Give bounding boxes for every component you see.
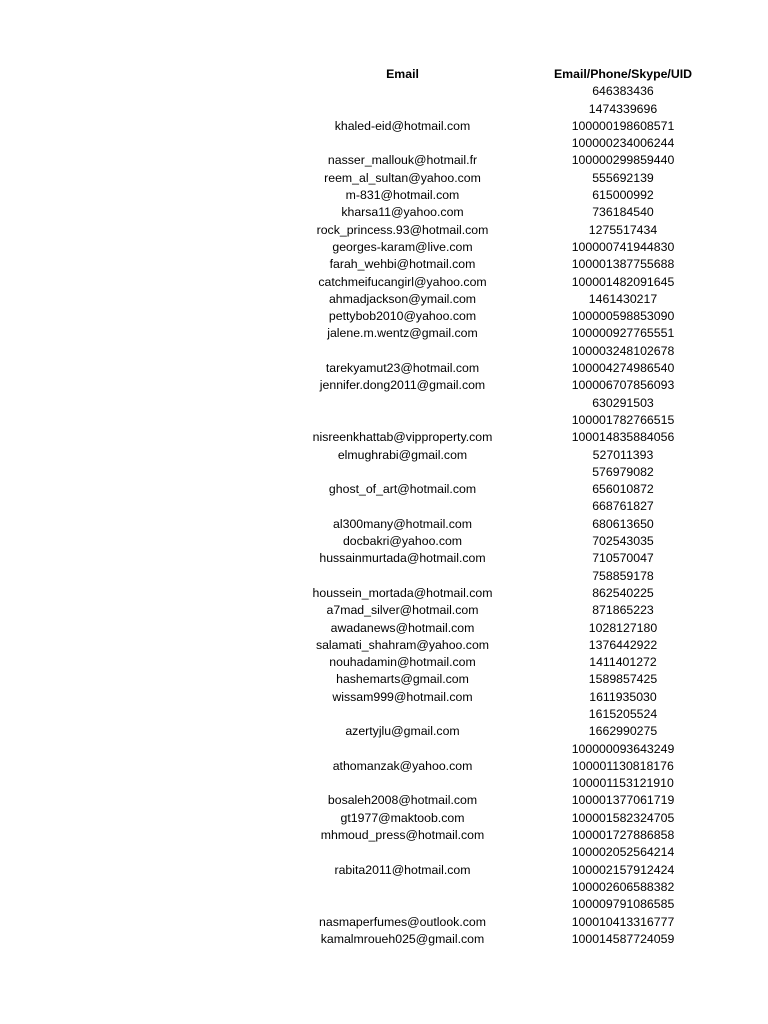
email-cell	[290, 135, 515, 152]
uid-cell: 100006707856093	[571, 378, 675, 393]
table-row	[290, 395, 731, 412]
table-row	[290, 256, 731, 273]
email-cell: elmughrabi@gmail.com	[337, 447, 468, 462]
table-row	[290, 706, 731, 723]
table-row	[290, 827, 731, 844]
uid-cell: 1461430217	[588, 291, 658, 306]
uid-cell: 100014587724059	[571, 931, 675, 946]
uid-cell: 100004274986540	[571, 361, 675, 376]
uid-cell: 1275517434	[588, 222, 658, 237]
email-cell: kamalmroueh025@gmail.com	[320, 931, 485, 946]
uid-cell: 646383436	[592, 84, 654, 99]
email-cell: tarekyamut23@hotmail.com	[325, 361, 480, 376]
email-cell: houssein_mortada@hotmail.com	[312, 585, 493, 600]
email-cell: reem_al_sultan@yahoo.com	[324, 170, 481, 185]
email-cell	[290, 706, 515, 723]
email-cell: jalene.m.wentz@gmail.com	[327, 326, 478, 341]
table-row	[290, 533, 731, 550]
uid-cell: 100014835884056	[571, 430, 675, 445]
email-cell	[290, 896, 515, 913]
email-cell: georges-karam@live.com	[332, 239, 473, 254]
table-row	[290, 810, 731, 827]
email-cell: al300many@hotmail.com	[333, 516, 472, 531]
email-cell	[290, 395, 515, 412]
table-row	[290, 498, 731, 515]
email-cell	[290, 101, 515, 118]
table-row	[290, 914, 731, 931]
uid-cell: 680613650	[592, 516, 654, 531]
email-cell: rabita2011@hotmail.com	[334, 862, 471, 877]
table-row	[290, 862, 731, 879]
email-cell: rock_princess.93@hotmail.com	[316, 222, 489, 237]
table-row	[290, 689, 731, 706]
table-row	[290, 204, 731, 221]
email-cell: salamati_shahram@yahoo.com	[315, 637, 490, 652]
uid-cell: 100001387755688	[571, 257, 675, 272]
email-cell	[290, 343, 515, 360]
uid-cell: 1028127180	[588, 620, 658, 635]
uid-cell: 1411401272	[589, 655, 657, 670]
table-row	[290, 637, 731, 654]
email-cell	[290, 412, 515, 429]
table-row	[290, 792, 731, 809]
data-table	[290, 66, 731, 948]
table-row	[290, 187, 731, 204]
email-cell: athomanzak@yahoo.com	[332, 758, 473, 773]
uid-cell: 100001727886858	[571, 828, 675, 843]
uid-cell: 668761827	[592, 499, 654, 514]
uid-cell: 702543035	[592, 534, 654, 549]
uid-cell: 100002157912424	[571, 862, 675, 877]
email-cell	[290, 775, 515, 792]
table-row	[290, 758, 731, 775]
email-cell: m-831@hotmail.com	[345, 188, 460, 203]
table-row	[290, 671, 731, 688]
table-row	[290, 464, 731, 481]
email-cell	[290, 741, 515, 758]
email-cell: pettybob2010@yahoo.com	[328, 309, 477, 324]
uid-cell: 100001582324705	[571, 810, 675, 825]
uid-cell: 100000234006244	[571, 136, 675, 151]
email-cell: bosaleh2008@hotmail.com	[327, 793, 478, 808]
email-cell: nouhadamin@hotmail.com	[329, 655, 476, 670]
uid-cell: 100000093643249	[571, 741, 675, 756]
header-email-phone-skype-uid: Email/Phone/Skype/UID	[553, 67, 693, 81]
uid-cell: 736184540	[592, 205, 654, 220]
email-cell: jennifer.dong2011@gmail.com	[319, 378, 486, 393]
table-row	[290, 343, 731, 360]
uid-cell: 100002606588382	[571, 879, 675, 894]
header-email: Email	[386, 67, 419, 81]
uid-cell: 576979082	[592, 464, 654, 479]
uid-cell: 1589857425	[588, 672, 658, 687]
uid-cell: 100000741944830	[571, 239, 675, 254]
uid-cell: 100010413316777	[571, 914, 675, 929]
email-cell: khaled-eid@hotmail.com	[334, 118, 471, 133]
table-row	[290, 879, 731, 896]
table-row	[290, 360, 731, 377]
uid-cell: 871865223	[592, 603, 654, 618]
email-cell: azertyjlu@gmail.com	[345, 724, 460, 739]
table-row	[290, 723, 731, 740]
table-row	[290, 620, 731, 637]
email-cell: hussainmurtada@hotmail.com	[319, 551, 486, 566]
table-row	[290, 377, 731, 394]
table-row	[290, 775, 731, 792]
email-cell	[290, 498, 515, 515]
email-cell: gt1977@maktoob.com	[340, 810, 465, 825]
email-cell	[290, 568, 515, 585]
table-row	[290, 447, 731, 464]
table-row	[290, 602, 731, 619]
email-cell: awadanews@hotmail.com	[330, 620, 475, 635]
uid-cell: 1474339696	[588, 101, 658, 116]
email-cell: nasmaperfumes@outlook.com	[319, 914, 486, 929]
uid-cell: 630291503	[592, 395, 654, 410]
uid-cell: 1615205524	[588, 706, 658, 721]
email-cell: hashemarts@gmail.com	[336, 672, 469, 687]
email-cell: kharsa11@yahoo.com	[341, 205, 464, 220]
uid-cell: 758859178	[592, 568, 654, 583]
uid-cell: 100001782766515	[571, 412, 675, 427]
table-row	[290, 931, 731, 948]
table-row	[290, 291, 731, 308]
table-row	[290, 152, 731, 169]
table-row	[290, 83, 731, 100]
uid-cell: 100009791086585	[571, 897, 675, 912]
uid-cell: 100000598853090	[571, 309, 675, 324]
table-row	[290, 274, 731, 291]
uid-cell: 100001482091645	[571, 274, 675, 289]
uid-cell: 100000198608571	[571, 118, 675, 133]
email-cell: catchmeifucangirl@yahoo.com	[318, 274, 487, 289]
email-cell: docbakri@yahoo.com	[342, 534, 463, 549]
table-row	[290, 896, 731, 913]
email-cell	[290, 464, 515, 481]
uid-cell: 100003248102678	[571, 343, 675, 358]
table-row	[290, 412, 731, 429]
email-cell	[290, 879, 515, 896]
table-row	[290, 844, 731, 861]
uid-cell: 1376442922	[588, 637, 658, 652]
email-cell	[290, 844, 515, 861]
table-row	[290, 741, 731, 758]
table-row	[290, 481, 731, 498]
table-body	[290, 83, 731, 948]
uid-cell: 656010872	[592, 482, 654, 497]
uid-cell: 527011393	[592, 447, 654, 462]
table-row	[290, 101, 731, 118]
uid-cell: 100001153121910	[572, 776, 674, 791]
email-cell: nasser_mallouk@hotmail.fr	[327, 153, 478, 168]
email-cell: farah_wehbi@hotmail.com	[329, 257, 476, 272]
table-row	[290, 429, 731, 446]
table-row	[290, 118, 731, 135]
uid-cell: 1662990275	[588, 724, 658, 739]
table-row	[290, 568, 731, 585]
table-row	[290, 222, 731, 239]
email-cell: ahmadjackson@ymail.com	[328, 291, 477, 306]
email-cell	[290, 83, 515, 100]
uid-cell: 1611935030	[589, 689, 657, 704]
table-row	[290, 325, 731, 342]
table-row	[290, 654, 731, 671]
email-cell: mhmoud_press@hotmail.com	[320, 828, 485, 843]
table-row	[290, 135, 731, 152]
table-row	[290, 550, 731, 567]
uid-cell: 100000927765551	[571, 326, 675, 341]
table-row	[290, 308, 731, 325]
email-cell: nisreenkhattab@vipproperty.com	[312, 430, 493, 445]
email-cell: a7mad_silver@hotmail.com	[326, 603, 479, 618]
uid-cell: 862540225	[592, 585, 654, 600]
uid-cell: 100000299859440	[571, 153, 675, 168]
uid-cell: 100001377061719	[571, 793, 675, 808]
email-cell: ghost_of_art@hotmail.com	[328, 482, 477, 497]
uid-cell: 615000992	[592, 188, 654, 203]
uid-cell: 100002052564214	[571, 845, 675, 860]
email-cell: wissam999@hotmail.com	[332, 689, 473, 704]
table-row	[290, 170, 731, 187]
table-row	[290, 585, 731, 602]
table-row	[290, 516, 731, 533]
uid-cell: 710570047	[592, 551, 654, 566]
uid-cell: 555692139	[592, 170, 654, 185]
table-row	[290, 239, 731, 256]
header-row	[290, 66, 731, 83]
uid-cell: 100001130818176	[572, 758, 674, 773]
